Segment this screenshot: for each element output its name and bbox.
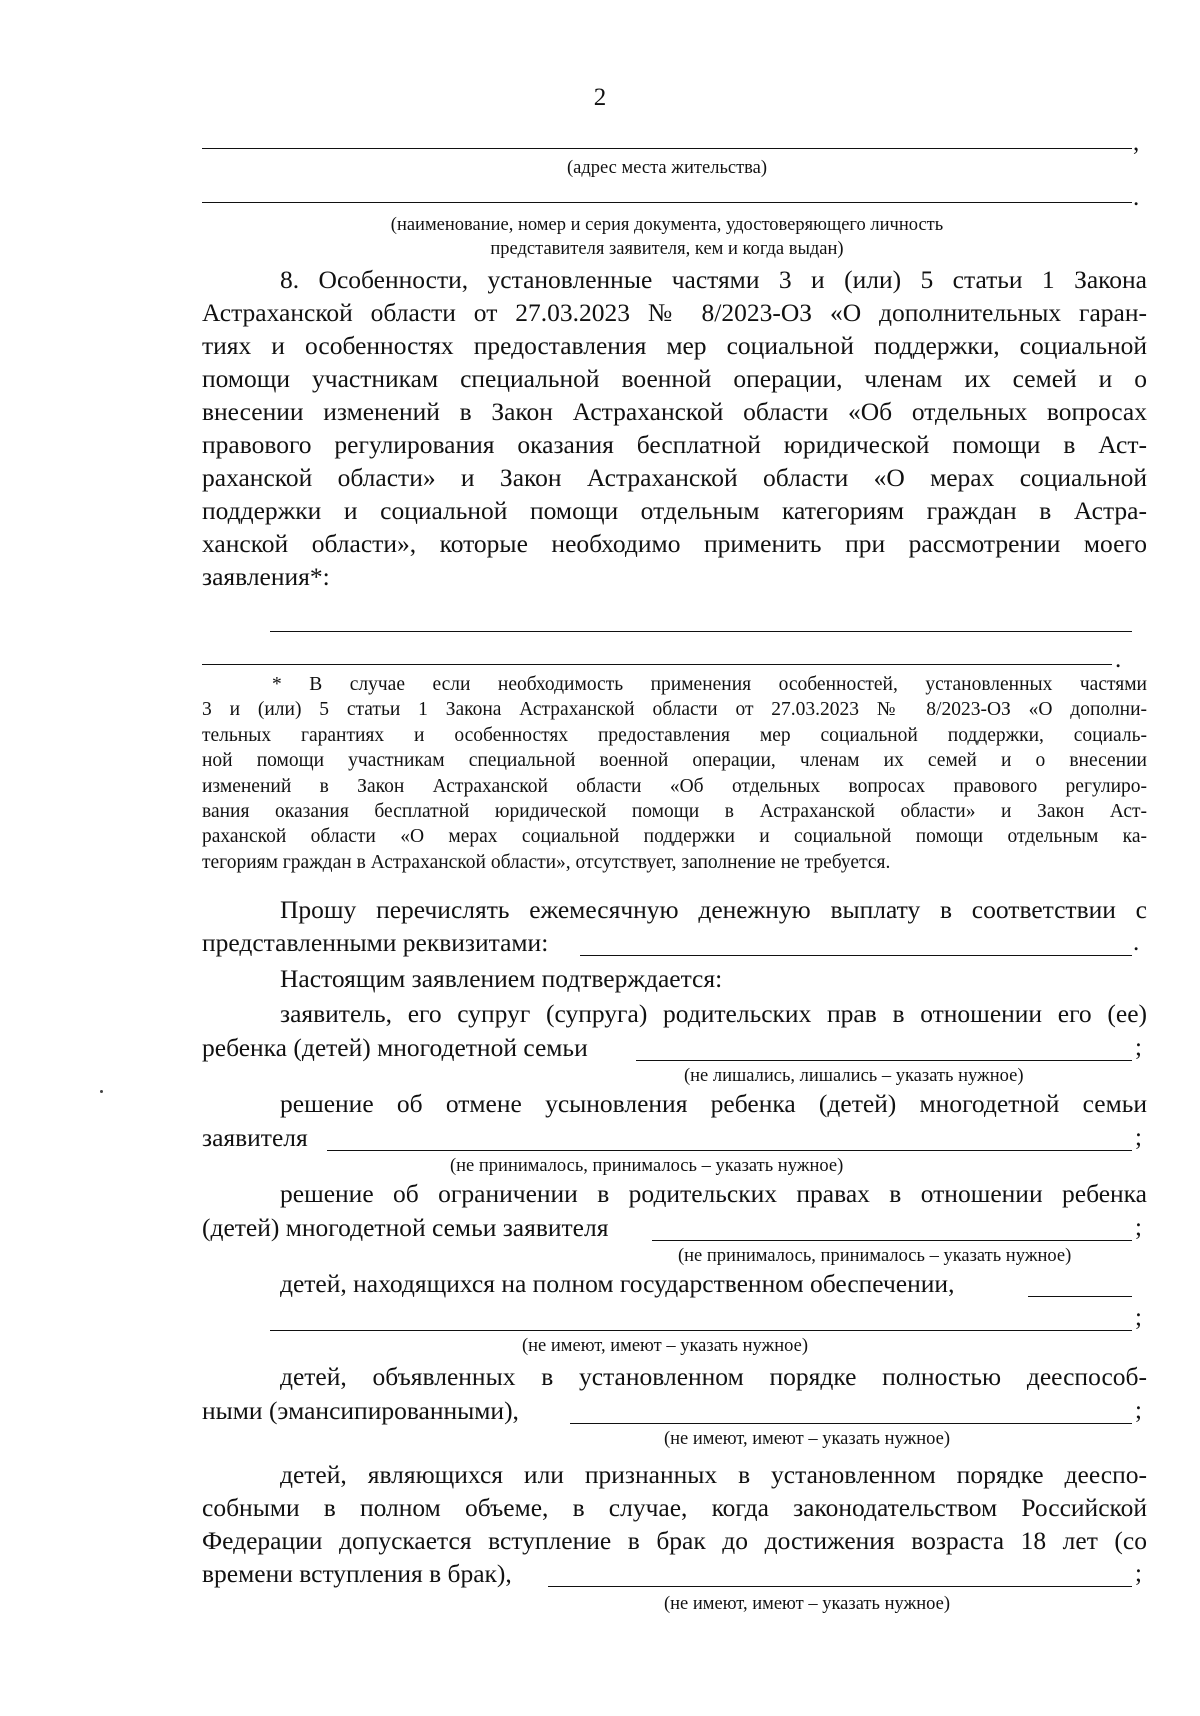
- rights-line-1: [202, 997, 1147, 1030]
- document-fill-line[interactable]: [202, 202, 1132, 203]
- item-8-line: правового регулирования оказания бесплатной юридической помощи в Аст-: [202, 430, 1147, 459]
- marriage-text-3: Федерации допускается вступление в брак до достижения возраста 18 лет (со: [202, 1526, 1147, 1555]
- address-fill-line[interactable]: [202, 148, 1132, 149]
- rights-text-1: заявитель, его супруг (супруга) родительских прав в отношении его (ее): [280, 999, 1147, 1028]
- adoption-text-2: заявителя: [202, 1123, 308, 1152]
- confirm-intro: Настоящим заявлением подтверждается:: [280, 964, 723, 993]
- footnote-line: тельных гарантиях и особенностях предоставления мер социальной поддержки, социаль-: [202, 724, 1147, 746]
- marriage-semicolon: ;: [1135, 1560, 1142, 1587]
- item-8-line: поддержки и социальной помощи отдельным категориям граждан в Астра-: [202, 496, 1147, 525]
- footnote-line: раханской области «О мерах социальной поддержки и социальной помощи отдельным ка-: [202, 826, 1147, 848]
- document-caption-1: (наименование, номер и серия документа, удостоверяющего личность: [390, 215, 944, 235]
- features-fill-line-2[interactable]: [202, 664, 1112, 665]
- page-number: 2: [593, 84, 607, 111]
- rights-fill-line[interactable]: [636, 1060, 1132, 1061]
- state-fill-line-2[interactable]: [270, 1330, 1132, 1331]
- restriction-line-1: [202, 1177, 1147, 1210]
- features-period: .: [1115, 646, 1122, 673]
- rights-semicolon: ;: [1135, 1034, 1142, 1061]
- item-8-line: внесении изменений в Закон Астраханской области «Об отдельных вопросах: [202, 397, 1147, 426]
- restriction-fill-line[interactable]: [652, 1240, 1132, 1241]
- marriage-line-1: [202, 1458, 1147, 1491]
- eman-fill-line[interactable]: [570, 1423, 1132, 1424]
- state-semicolon: ;: [1135, 1304, 1142, 1331]
- marriage-line-3: [202, 1524, 1147, 1557]
- restriction-semicolon: ;: [1135, 1214, 1142, 1241]
- adoption-caption: (не принималось, принималось – указать нужное): [450, 1156, 844, 1176]
- footnote-line: изменений в Закон Астраханской области «Об отдельных вопросах правового регулиро-: [202, 775, 1147, 797]
- adoption-line-1: [202, 1087, 1147, 1120]
- footnote-line: * В случае если необходимость применения особенностей, установленных частями: [272, 674, 1147, 695]
- footnote-line: вания оказания бесплатной юридической помощи в Астраханской области» и Закон Аст-: [202, 801, 1147, 823]
- item-8-paragraph: [202, 263, 1147, 593]
- rights-text-2: ребенка (детей) многодетной семьи: [202, 1033, 588, 1062]
- payment-text-2: представленными реквизитами:: [202, 928, 549, 957]
- item-8-line: Астраханской области от 27.03.2023 № 8/2023-ОЗ «О дополнительных гаран-: [202, 298, 1147, 327]
- eman-line-1: [202, 1360, 1147, 1393]
- adoption-text-1: решение об отмене усыновления ребенка (детей) многодетной семьи: [280, 1089, 1147, 1118]
- payment-text-1: Прошу перечислять ежемесячную денежную выплату в соответствии с: [280, 895, 1147, 924]
- payment-details-fill-line[interactable]: [580, 955, 1132, 956]
- state-caption: (не имеют, имеют – указать нужное): [522, 1336, 809, 1356]
- item-8-line: заявления*:: [202, 562, 330, 591]
- document-caption-2: представителя заявителя, кем и когда выдан): [490, 239, 844, 259]
- restriction-caption: (не принималось, принималось – указать нужное): [678, 1246, 1072, 1266]
- footnote-line: тегориям граждан в Астраханской области», отсутствует, заполнение не требуется.: [202, 851, 891, 873]
- payment-line-1: [202, 893, 1147, 926]
- marriage-text-1: детей, являющихся или признанных в установленном порядке дееспо-: [280, 1460, 1147, 1489]
- address-caption: (адрес места жительства): [566, 158, 768, 178]
- marriage-line-2: [202, 1491, 1147, 1524]
- state-fill-line-1[interactable]: [1028, 1296, 1132, 1297]
- eman-semicolon: ;: [1135, 1397, 1142, 1424]
- state-text-1: детей, находящихся на полном государственном обеспечении,: [280, 1269, 955, 1298]
- scan-speck: [100, 1090, 103, 1093]
- document-period: .: [1133, 184, 1140, 211]
- footnote: [202, 672, 1147, 875]
- item-8-line: раханской области» и Закон Астраханской области «О мерах социальной: [202, 463, 1147, 492]
- marriage-caption: (не имеют, имеют – указать нужное): [664, 1594, 951, 1614]
- item-8-line: помощи участникам специальной военной операции, членам их семей и о: [202, 364, 1147, 393]
- address-comma: ,: [1133, 129, 1140, 156]
- restriction-text-2: (детей) многодетной семьи заявителя: [202, 1213, 609, 1242]
- item-8-line: 8. Особенности, установленные частями 3 и (или) 5 статьи 1 Закона: [280, 265, 1147, 294]
- rights-caption: (не лишались, лишались – указать нужное): [684, 1066, 1024, 1086]
- payment-period: .: [1133, 929, 1140, 956]
- adoption-semicolon: ;: [1135, 1124, 1142, 1151]
- item-8-line: тиях и особенностях предоставления мер социальной поддержки, социальной: [202, 331, 1147, 360]
- eman-text-1: детей, объявленных в установленном порядке полностью дееспособ-: [280, 1362, 1147, 1391]
- footnote-line: ной помощи участникам специальной военной операции, членам их семей и о внесении: [202, 750, 1147, 772]
- marriage-text-4: времени вступления в брак),: [202, 1559, 512, 1588]
- marriage-fill-line[interactable]: [548, 1586, 1132, 1587]
- footnote-line: 3 и (или) 5 статьи 1 Закона Астраханской области от 27.03.2023 № 8/2023-ОЗ «О дополни-: [202, 699, 1147, 721]
- eman-caption: (не имеют, имеют – указать нужное): [664, 1429, 951, 1449]
- eman-text-2: ными (эмансипированными),: [202, 1396, 519, 1425]
- features-fill-line-1[interactable]: [270, 631, 1132, 632]
- restriction-text-1: решение об ограничении в родительских правах в отношении ребенка: [280, 1179, 1147, 1208]
- adoption-fill-line[interactable]: [327, 1150, 1132, 1151]
- item-8-line: ханской области», которые необходимо применить при рассмотрении моего: [202, 529, 1147, 558]
- marriage-text-2: собными в полном объеме, в случае, когда законодательством Российской: [202, 1493, 1147, 1522]
